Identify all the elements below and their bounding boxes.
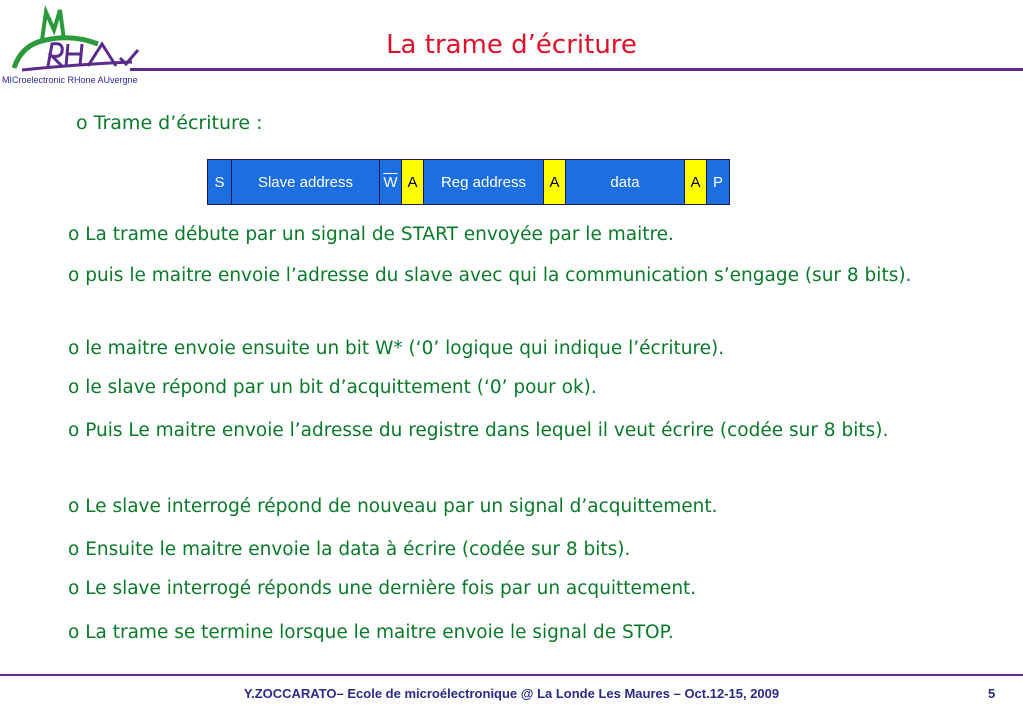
- frame-cell-ack-3: A: [685, 160, 707, 204]
- page-title: La trame d’écriture: [386, 30, 637, 60]
- bottom-divider: [0, 674, 1023, 676]
- page-number: 5: [988, 686, 996, 701]
- frame-cell-ack-2: A: [544, 160, 566, 204]
- top-divider: [130, 68, 1023, 71]
- frame-cell-stop: P: [707, 160, 729, 204]
- frame-cell-slave-address: Slave address: [232, 160, 380, 204]
- logo-caption: MICroelectronic RHone AUvergne: [2, 75, 138, 85]
- frame-cell-data: data: [566, 160, 685, 204]
- bullet-slave-address: o puis le maitre envoie l’adresse du slave avec qui la communication s’engage (sur 8 bits).: [68, 265, 912, 286]
- bullet-last-ack: o Le slave interrogé réponds une dernière fois par un acquittement.: [68, 578, 697, 599]
- footer-text: Y.ZOCCARATO– Ecole de microélectronique @ La Londe Les Maures – Oct.12-15, 2009: [243, 686, 780, 701]
- bullet-reg-address: o Puis Le maitre envoie l’adresse du registre dans lequel il veut écrire (codée sur 8 bits).: [68, 420, 889, 441]
- bullet-stop: o La trame se termine lorsque le maitre envoie le signal de STOP.: [68, 622, 674, 643]
- frame-cell-reg-address: Reg address: [424, 160, 544, 204]
- frame-cell-write-bit: $\overline{W}$: [380, 160, 402, 204]
- frame-cell-start: S: [208, 160, 232, 204]
- subtitle: o Trame d’écriture :: [76, 112, 263, 134]
- write-frame-diagram: [207, 159, 730, 205]
- bullet-slave-ack: o le slave répond par un bit d’acquittement (‘0’ pour ok).: [68, 377, 597, 398]
- bullet-start: o La trame débute par un signal de START envoyée par le maitre.: [68, 224, 674, 245]
- bullet-data: o Ensuite le maitre envoie la data à écrire (codée sur 8 bits).: [68, 539, 631, 560]
- bullet-write-bit: o le maitre envoie ensuite un bit W* (‘0’ logique qui indique l’écriture).: [68, 338, 725, 359]
- bullet-second-ack: o Le slave interrogé répond de nouveau par un signal d’acquittement.: [68, 496, 718, 517]
- frame-cell-ack-1: A: [402, 160, 424, 204]
